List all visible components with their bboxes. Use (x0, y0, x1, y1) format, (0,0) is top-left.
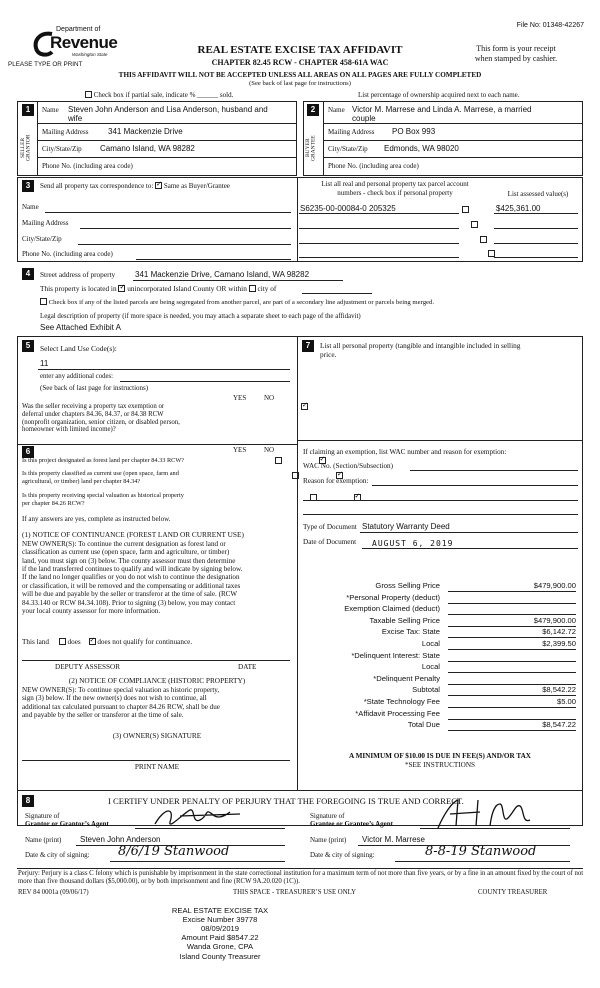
grantor-date-city[interactable]: 8/6/19 Stanwood (118, 844, 230, 859)
buyer-phone: Phone No. (including area code) (328, 162, 419, 170)
tax-row-value[interactable]: $5.00 (448, 698, 576, 708)
tax-row (300, 605, 580, 616)
qualify-continuance: This land does ✓ does not qualify for continuance. (22, 638, 192, 646)
tax-row-value[interactable]: $8,542.22 (448, 686, 576, 696)
land-use-code[interactable]: 11 (40, 359, 49, 368)
stamp-line: 08/09/2019 (200, 924, 239, 934)
treasurer-use: THIS SPACE - TREASURER’S USE ONLY (233, 889, 357, 896)
exemption-no-checkbox[interactable] (301, 403, 308, 410)
seller-phone: Phone No. (including area code) (42, 162, 133, 170)
tax-row (300, 617, 580, 628)
seller-mailing[interactable]: 341 Mackenzie Drive (108, 127, 183, 136)
tax-row-value[interactable] (448, 652, 576, 662)
warning: THIS AFFIDAVIT WILL NOT BE ACCEPTED UNLESS ALL AREAS ON ALL PAGES ARE FULLY COMPLETED (118, 71, 482, 79)
form-title: REAL ESTATE EXCISE TAX AFFIDAVIT (197, 44, 403, 56)
forest-yes-checkbox[interactable] (275, 457, 282, 464)
send-correspondence: Send all property tax correspondence to: ✓ Same as Buyer/Grantee (40, 182, 230, 190)
file-number: File No: 01348-42267 (516, 22, 584, 29)
stamp-line: Island County Treasurer (179, 951, 261, 961)
tax-row-value[interactable]: $6,142.72 (448, 628, 576, 638)
tax-row (300, 663, 580, 674)
tax-row (300, 710, 580, 721)
stamp-line: Wanda Grone, CPA (186, 942, 254, 952)
seller-name[interactable]: Steven John Anderson and Lisa Anderson, husband and (68, 105, 268, 114)
stamp-line: Amount Paid $8547.22 (181, 933, 259, 943)
notice-continuance-text: NEW OWNER(S): To continue the current designation as forest land or classification as current use (open space, farm and agriculture, or timber) land, you must sign on (3) below. The county assessor must then determine if the land transferred continues to qualify and will indicate by signing below. If the land no longer qualifies or you do not wish to continue the designation or classification, it will be removed and the compensating or additional taxes will be due and payable by the seller or transferor at the time of sale. (RCW 84.33.140 or RCW 84.34.108). Prior to signing (3) below, you may contact your local county assessor for more information. (22, 540, 243, 615)
tax-row-value[interactable]: $479,900.00 (448, 582, 576, 592)
seller-name-2[interactable]: wife (68, 114, 83, 123)
notice-compliance-text: NEW OWNER(S): To continue special valuation as historic property, sign (3) below. If the new owner(s) does not wish to continue, all additional tax calculated pursuant to chapter 84.26 RCW, shall be due and payable by the seller or transferor at the time of sale. (22, 686, 220, 720)
does-qualify-checkbox[interactable] (59, 638, 66, 645)
does-not-qualify-checkbox[interactable] (89, 638, 96, 645)
tax-row-value[interactable]: $2,399.50 (448, 640, 576, 650)
tax-row-label: *State Technology Fee (363, 697, 440, 706)
buyer-name-2[interactable]: couple (352, 114, 376, 123)
certify-statement: I CERTIFY UNDER PENALTY OF PERJURY THAT THE FOREGOING IS TRUE AND CORRECT. (108, 796, 464, 806)
dor-logo: Department of Revenue Washington State (20, 26, 130, 66)
seller-side-label: SELLER GRANTOR (20, 134, 32, 162)
tax-row (300, 675, 580, 686)
grantee-print-name[interactable]: Victor M. Marrese (362, 835, 425, 844)
document-date[interactable]: AUGUST 6, 2019 (372, 539, 454, 548)
legal-description[interactable]: See Attached Exhibit A (40, 323, 121, 332)
tax-row (300, 698, 580, 709)
tax-row-value[interactable]: $8,547.22 (448, 721, 576, 731)
tax-row-label: *Personal Property (deduct) (346, 592, 440, 602)
tax-row (300, 582, 580, 593)
tax-row-value[interactable]: $479,900.00 (448, 617, 576, 627)
exemption-question: Was the seller receiving a property tax exemption or deferral under chapters 84.36, 84.37, or 84.38 RCW (nonprofit organization, senior citizen, or disabled person, homeowner with limited income)? (22, 403, 180, 434)
owner-signature-label: (3) OWNER(S) SIGNATURE (112, 731, 202, 740)
grantee-signature-icon (430, 796, 540, 832)
tax-row (300, 686, 580, 697)
grantor-print-name[interactable]: Steven John Anderson (80, 835, 161, 844)
personal-property-checkbox-2[interactable] (471, 221, 478, 228)
tax-row (300, 652, 580, 663)
tax-row-value[interactable] (448, 710, 576, 720)
tax-row-label: Local (421, 639, 440, 648)
tax-row-label: Exemption Claimed (deduct) (344, 604, 440, 614)
tax-row-label: *Delinquent Penalty (373, 673, 440, 683)
grantee-date-city[interactable]: 8-8-19 Stanwood (425, 844, 537, 859)
partial-sale: Check box if partial sale, indicate % ______ sold. (85, 91, 233, 99)
grantor-signature-icon (150, 802, 250, 832)
stamp-line: Excise Number 39778 (182, 915, 258, 925)
document-type[interactable]: Statutory Warranty Deed (362, 522, 450, 531)
parcel-number[interactable]: S6235-00-00084-0 205325 (300, 204, 396, 213)
city-checkbox[interactable] (249, 285, 256, 292)
please-type: PLEASE TYPE OR PRINT (8, 61, 83, 68)
segregated-checkbox[interactable] (40, 298, 47, 305)
tax-row (300, 640, 580, 651)
receipt-note-2: when stamped by cashier. (474, 54, 558, 63)
tax-row-label: *Delinquent Interest: State (351, 650, 440, 660)
tax-row-value[interactable] (448, 605, 576, 615)
tax-row-value[interactable] (448, 594, 576, 604)
notice-compliance-title: (2) NOTICE OF COMPLIANCE (HISTORIC PROPERTY) (68, 676, 246, 685)
property-street[interactable]: 341 Mackenzie Drive, Camano Island, WA 98282 (135, 270, 310, 279)
county-treasurer: COUNTY TREASURER (478, 889, 548, 896)
current-use-yes-checkbox[interactable] (292, 472, 299, 479)
assessed-value[interactable]: $425,361.00 (496, 204, 541, 213)
see-back: (See back of last page for instructions) (249, 80, 351, 87)
buyer-mailing[interactable]: PO Box 993 (392, 127, 436, 136)
tax-row (300, 628, 580, 639)
tax-row (300, 721, 580, 732)
perjury-notice: Perjury: Perjury is a class C felony which is punishable by imprisonment in the state correctional institution for a maximum term of not more than five years, or by a fine in an amount fixed by the court of not more than five thousand dollars ($5,000.00), or by both imprisonment and fine (RCW 9A.20.020 (1C)). (18, 870, 584, 886)
deputy-assessor-label: DEPUTY ASSESSOR (55, 663, 121, 671)
print-name-label: PRINT NAME (134, 762, 180, 771)
notice-continuance-title: (1) NOTICE OF CONTINUANCE (FOREST LAND OR CURRENT USE) (22, 530, 244, 539)
property-location: This property is located in ✓ unincorporated Island County OR within city of (40, 285, 276, 293)
tax-row-label: *Affidavit Processing Fee (355, 708, 440, 718)
tax-row-label: Total Due (407, 720, 440, 730)
tax-row-label: Subtotal (412, 685, 440, 695)
minimum-due: A MINIMUM OF $10.00 IS DUE IN FEE(S) AND/OR TAX (349, 752, 531, 760)
form-revision: REV 84 0001a (09/06/17) (18, 889, 89, 896)
buyer-city[interactable]: Edmonds, WA 98020 (384, 144, 459, 153)
personal-property-checkbox-1[interactable] (462, 206, 469, 213)
tax-row-label: Gross Selling Price (375, 581, 440, 590)
seller-city[interactable]: Camano Island, WA 98282 (100, 144, 195, 153)
ownership-note: List percentage of ownership acquired next to each name. (358, 91, 520, 99)
personal-property-checkbox-4[interactable] (488, 250, 495, 257)
receipt-note-1: This form is your receipt (476, 44, 556, 53)
tax-row-label: Excise Tax: State (381, 627, 440, 637)
tax-row-label: Local (421, 662, 440, 672)
tax-row-label: Taxable Selling Price (369, 615, 440, 625)
buyer-side-label: BUYER GRANTEE (305, 135, 317, 161)
stamp-line: REAL ESTATE EXCISE TAX (171, 906, 269, 915)
partial-sale-checkbox[interactable] (85, 91, 92, 98)
personal-property-checkbox-3[interactable] (480, 236, 487, 243)
unincorporated-checkbox[interactable] (118, 285, 125, 292)
treasurer-stamp (150, 906, 290, 961)
same-as-buyer-checkbox[interactable] (155, 182, 162, 189)
tax-row-value[interactable] (448, 663, 576, 673)
segregated-note: Check box if any of the listed parcels are being segregated from another parcel, are part of a secondary line adjustment or parcels being merged. (40, 298, 434, 307)
tax-row-value[interactable] (448, 675, 576, 685)
date-label: DATE (238, 663, 257, 671)
see-instructions: *SEE INSTRUCTIONS (404, 761, 476, 769)
form-chapter: CHAPTER 82.45 RCW - CHAPTER 458-61A WAC (211, 58, 389, 67)
buyer-name[interactable]: Victor M. Marrese and Linda A. Marrese, a married (352, 105, 532, 114)
tax-row (300, 594, 580, 605)
